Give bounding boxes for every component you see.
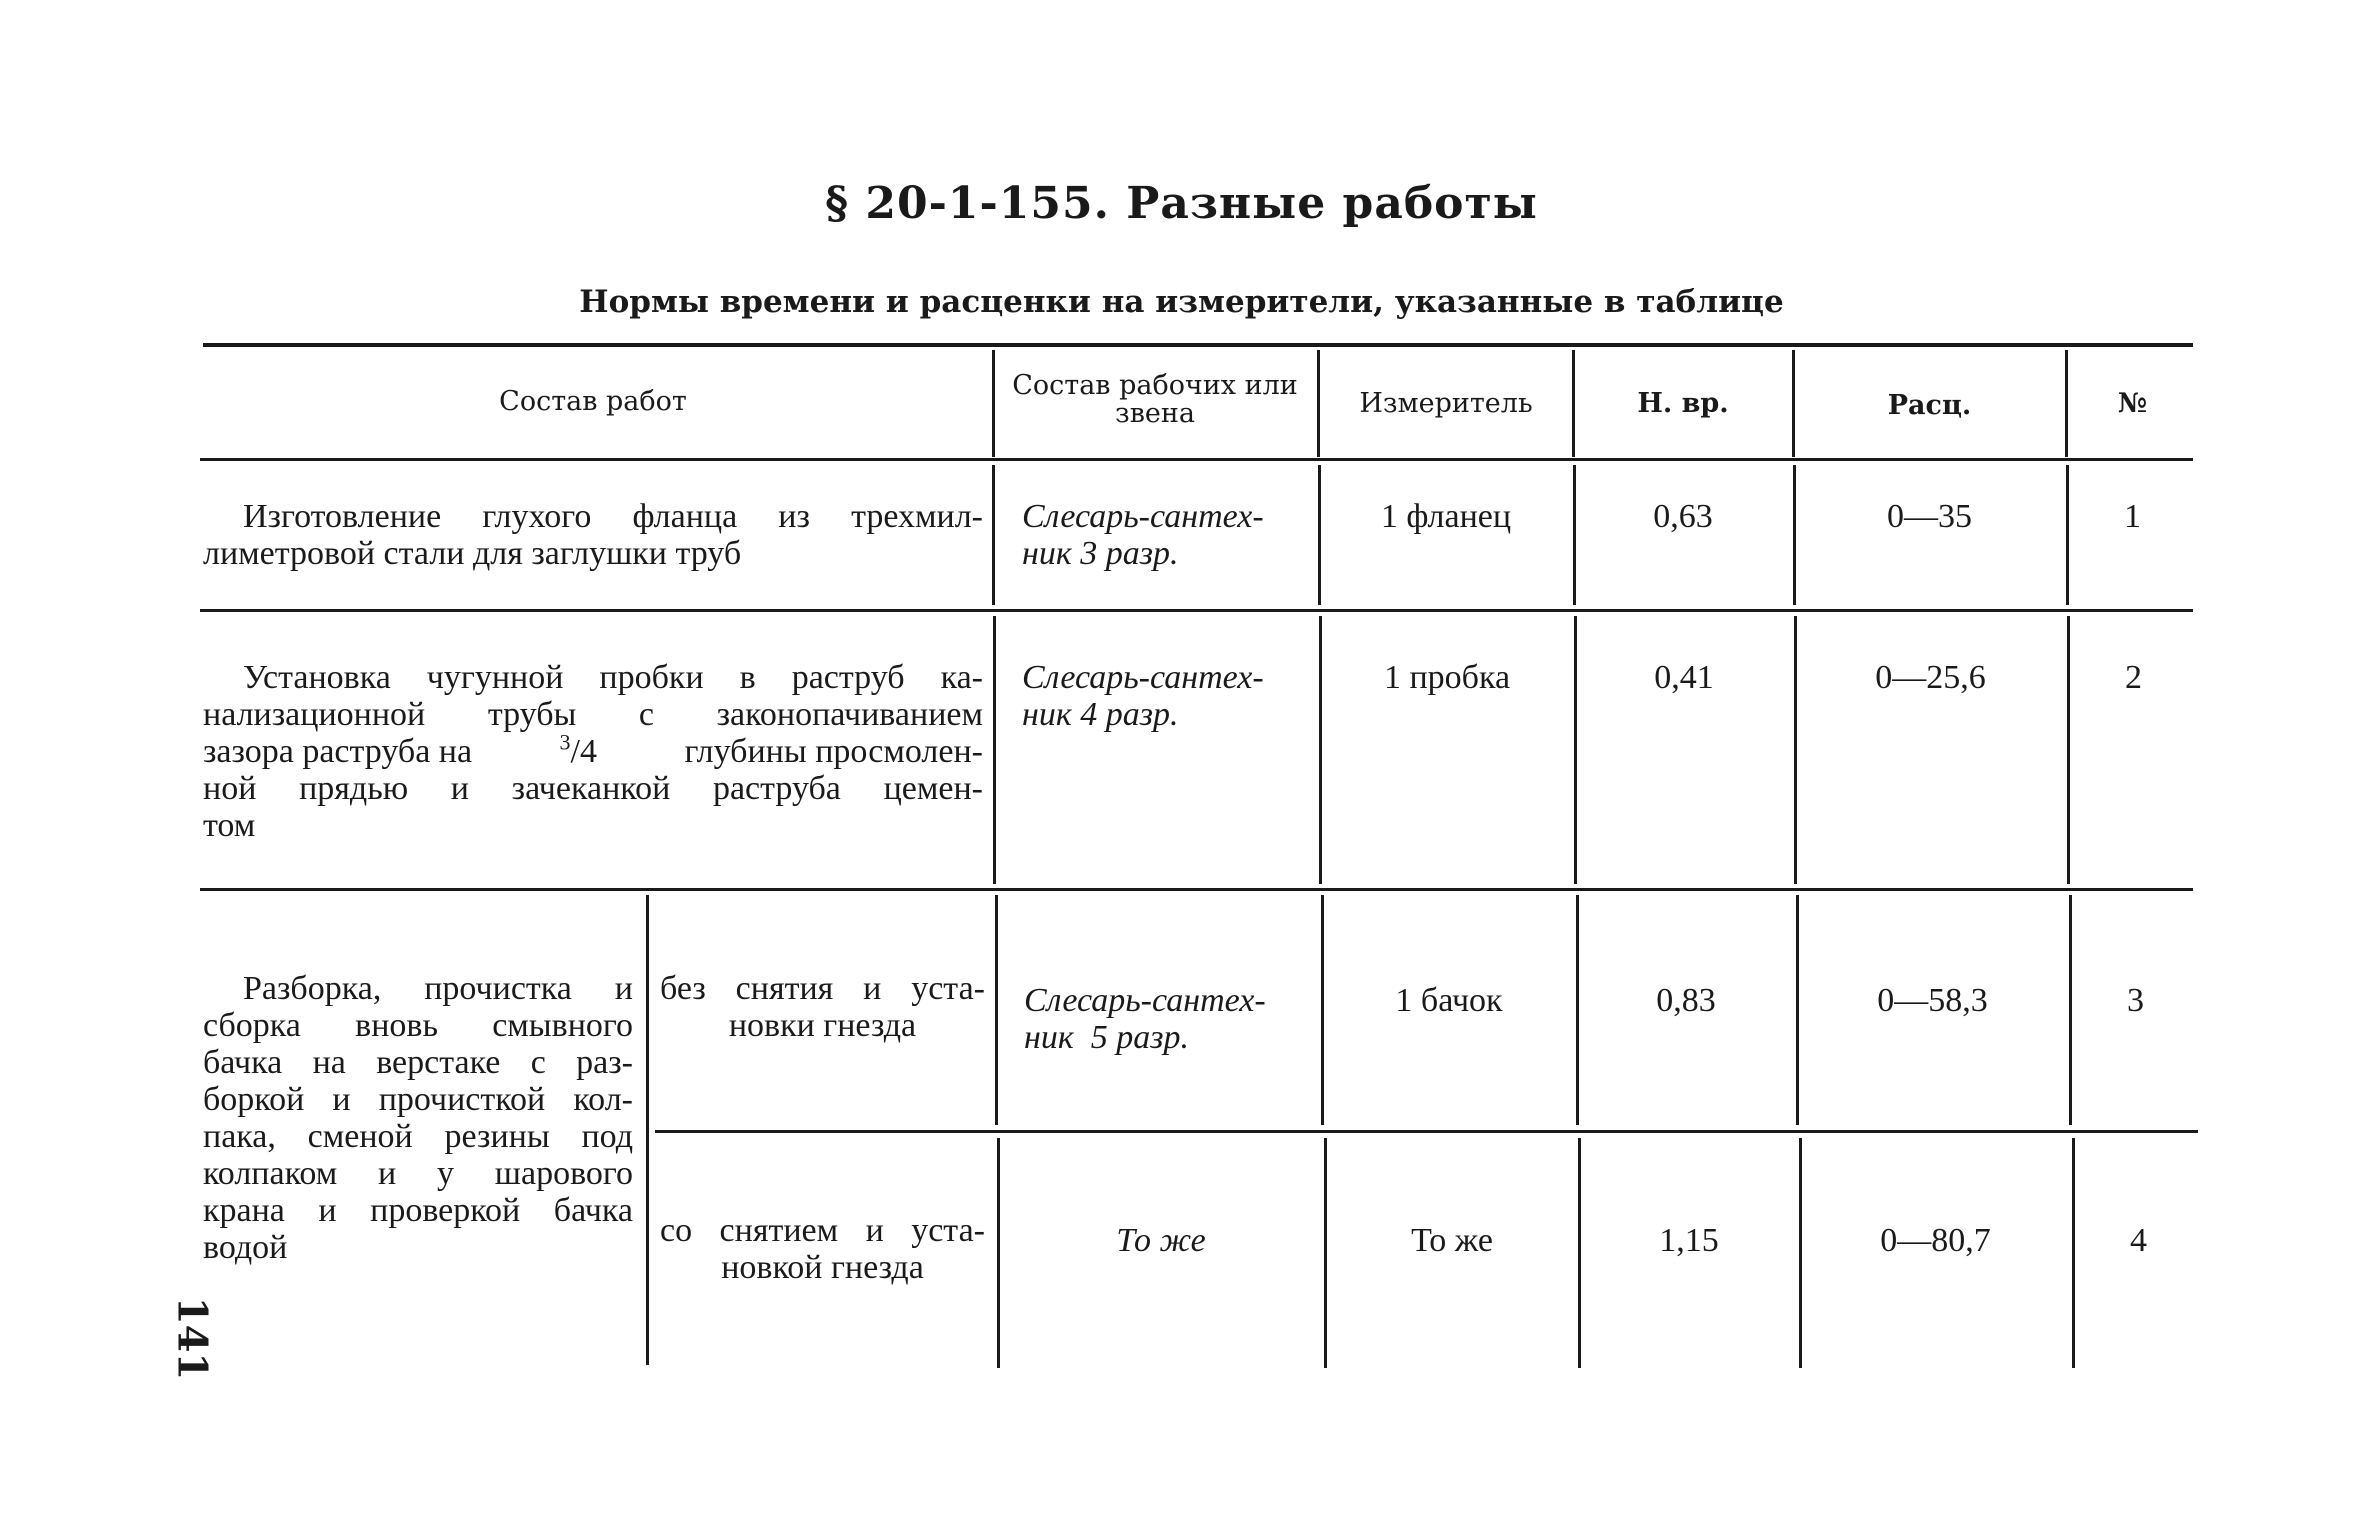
table-row [203,659,983,844]
row-2-work-line-4: ной прядью и зачеканкой раструба цемен- [203,770,983,807]
col-divider-3 [1578,1138,1581,1368]
col-divider-4 [1796,895,1799,1125]
table-row [203,498,983,572]
row-2-rate: 0—25,6 [1875,659,1986,696]
row-2-num: 2 [2125,659,2142,696]
row-2-workers-line-1: Слесарь-сантех- [1022,659,1264,696]
row-1-bottom-rule [200,609,2193,612]
row-2-work-line-3a: зазора раструба на [203,733,473,770]
page-number-text: 141 [168,1296,216,1381]
header-num: № [2117,388,2148,419]
row-3-work-line-3: бачка на верстаке с раз- [203,1044,633,1081]
row-3-unit: 1 бачок [1395,982,1503,1019]
col-divider-5 [2065,350,2068,457]
row-2-work-line-3 [203,729,983,770]
row-1-num: 1 [2124,498,2141,535]
row-1-workers-line-1: Слесарь-сантех- [1022,498,1264,535]
row-4-time: 1,15 [1659,1222,1719,1259]
row-4-workers: То же [1116,1222,1206,1259]
row-2-work-line-3b: глубины просмолен- [684,733,983,770]
row-1-work-line-1: Изготовление глухого фланца из трехмил- [243,498,983,535]
col-divider-2 [1321,895,1324,1125]
header-rate: Расц. [1887,390,1972,421]
row-3-variant-line-2: новки гнезда [728,1007,917,1044]
row-3-workers [1024,982,1304,1056]
row-2-unit: 1 пробка [1383,659,1511,696]
row-3-variant-line-1: без снятия и уста- [660,970,985,1007]
row-4-variant-line-1: со снятием и уста- [660,1212,985,1249]
row-3-work-line-7: крана и проверкой бачка [203,1192,633,1229]
row-3-num: 3 [2127,982,2144,1019]
row-1-time: 0,63 [1653,498,1713,535]
col-divider-2 [1318,465,1321,605]
col-divider-4 [1799,1138,1802,1368]
row-4-rate: 0—80,7 [1880,1222,1991,1259]
fraction-den: /4 [570,733,597,770]
fraction-num: 3 [559,729,571,755]
col-divider-3 [1576,895,1579,1125]
header-work: Состав работ [499,386,687,417]
fraction [559,729,597,770]
col-divider-5 [2069,895,2072,1125]
table-caption: Нормы времени и расценки на измерители, указанные в таблице [579,284,1784,320]
col-divider-3 [1574,616,1577,884]
page-number [150,1296,216,1381]
row-4-unit: То же [1411,1222,1493,1259]
row-2-workers-line-2: ник 4 разр. [1022,696,1179,733]
row-3-variant [660,970,985,1044]
row-2-bottom-rule [200,888,2193,891]
col-divider-2 [1324,1138,1327,1368]
col-divider-5 [2072,1138,2075,1368]
row-3-work-line-2: сборка вновь смывного [203,1007,633,1044]
col-divider-5 [2066,465,2069,605]
row-3-bottom-rule [655,1130,2198,1133]
row-4-num: 4 [2130,1222,2147,1259]
header-unit: Измеритель [1359,388,1533,419]
col-divider-1 [992,350,995,457]
col-divider-2 [1319,616,1322,884]
row-1-workers [1022,498,1302,572]
row-3-time: 0,83 [1656,982,1716,1019]
row-4-variant-line-2: новкой гнезда [721,1249,924,1286]
row-2-time: 0,41 [1654,659,1714,696]
col-divider-4 [1793,465,1796,605]
row-2-work-line-2: нализационной трубы с законопачиванием [203,696,983,733]
row-1-rate: 0—35 [1887,498,1972,535]
row-2-work-line-1: Установка чугунной пробки в раструб ка- [243,659,983,696]
row-4-variant [660,1212,985,1286]
row-2-work-line-5: том [203,807,256,844]
section-title: § 20-1-155. Разные работы [825,178,1538,229]
col-divider-1 [992,465,995,605]
table-row [203,970,633,1266]
row-3-work-line-1: Разборка, прочистка и [243,970,633,1007]
col-divider-1 [993,616,996,884]
row-3-rate: 0—58,3 [1877,982,1988,1019]
row-3-work-line-8: водой [203,1229,288,1266]
col-divider-sub [646,895,649,1365]
header-time: Н. вр. [1637,388,1729,419]
table-top-rule [203,343,2193,347]
row-3-work-line-5: пака, сменой резины под [203,1118,633,1155]
col-divider-4 [1792,350,1795,457]
row-1-unit: 1 фланец [1380,498,1512,535]
row-3-work-line-6: колпаком и у шарового [203,1155,633,1192]
col-divider-1 [997,1138,1000,1368]
header-bottom-rule [200,458,2193,461]
col-divider-3 [1572,350,1575,457]
col-divider-3 [1573,465,1576,605]
row-1-work-line-2: лиметровой стали для заглушки труб [203,535,742,572]
col-divider-4 [1794,616,1797,884]
row-3-workers-line-1: Слесарь-сантех- [1024,982,1266,1019]
col-divider-2 [1317,350,1320,457]
row-1-workers-line-2: ник 3 разр. [1022,535,1179,572]
row-3-work-line-4: боркой и прочисткой кол- [203,1081,633,1118]
col-divider-5 [2067,616,2070,884]
row-3-workers-line-2: ник 5 разр. [1024,1019,1190,1056]
col-divider-1 [995,895,998,1125]
row-2-workers [1022,659,1302,733]
header-workers: Состав рабочих или звена [1012,370,1298,430]
